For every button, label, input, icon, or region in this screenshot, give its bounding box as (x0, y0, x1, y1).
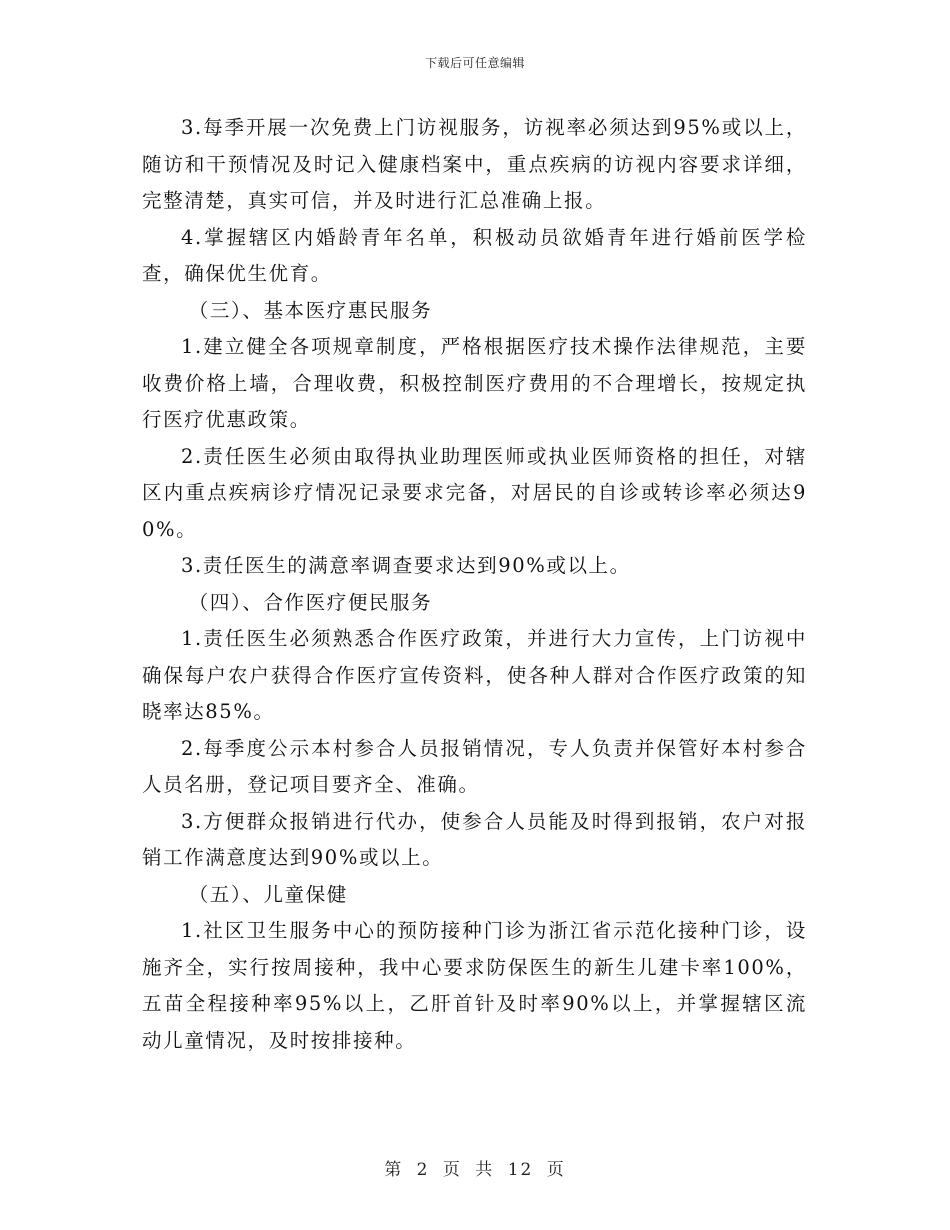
document-body (142, 110, 807, 1059)
paragraph-rules: 1.建立健全各项规章制度，严格根据医疗技术操作法律规范，主要收费价格上墙，合理收费，积极控制医疗费用的不合理增长，按规定执行医疗优惠政策。 (142, 335, 807, 431)
paragraph-satisfaction: 3.责任医生的满意率调查要求达到90%或以上。 (181, 554, 631, 577)
paragraph-vaccination: 1.社区卫生服务中心的预防接种门诊为浙江省示范化接种门诊，设施齐全，实行按周接种，我中心要求防保医生的新生儿建卡率100%，五苗全程接种率95%以上，乙肝首针及时率90%以上，并掌握辖区流动儿童情况，及时按排接种。 (142, 919, 807, 1052)
section-heading-basic-medical: （三）、基本医疗惠民服务 (188, 298, 433, 322)
page-footer: 第 2 页 共 12 页 (384, 1160, 566, 1180)
section-heading-cooperative-medical: （四）、合作医疗便民服务 (188, 590, 433, 614)
paragraph-policy-awareness: 1.责任医生必须熟悉合作医疗政策，并进行大力宣传，上门访视中确保每户农户获得合作医疗宣传资料，使各种人群对合作医疗政策的知晓率达85%。 (142, 627, 807, 723)
paragraph-reimbursement-agent: 3.方便群众报销进行代办，使参合人员能及时得到报销，农户对报销工作满意度达到90%或以上。 (142, 809, 807, 869)
paragraph-doctor-qualification: 2.责任医生必须由取得执业助理医师或执业医师资格的担任，对辖区内重点疾病诊疗情况记录要求完备，对居民的自诊或转诊率必须达90%。 (142, 444, 807, 541)
paragraph-premarital-check: 4.掌握辖区内婚龄青年名单，积极动员欲婚青年进行婚前医学检查，确保优生优育。 (142, 225, 807, 285)
paragraph-visit-service: 3.每季开展一次免费上门访视服务，访视率必须达到95%或以上，随访和干预情况及时记入健康档案中，重点疾病的访视内容要求详细，完整清楚，真实可信，并及时进行汇总准确上报。 (142, 116, 807, 212)
section-heading-child-health: （五）、儿童保健 (188, 882, 348, 906)
paragraph-reimbursement-disclosure: 2.每季度公示本村参合人员报销情况，专人负责并保管好本村参合人员名册，登记项目要齐全、准确。 (142, 736, 807, 796)
page-header: 下载后可任意编辑 (424, 56, 525, 70)
